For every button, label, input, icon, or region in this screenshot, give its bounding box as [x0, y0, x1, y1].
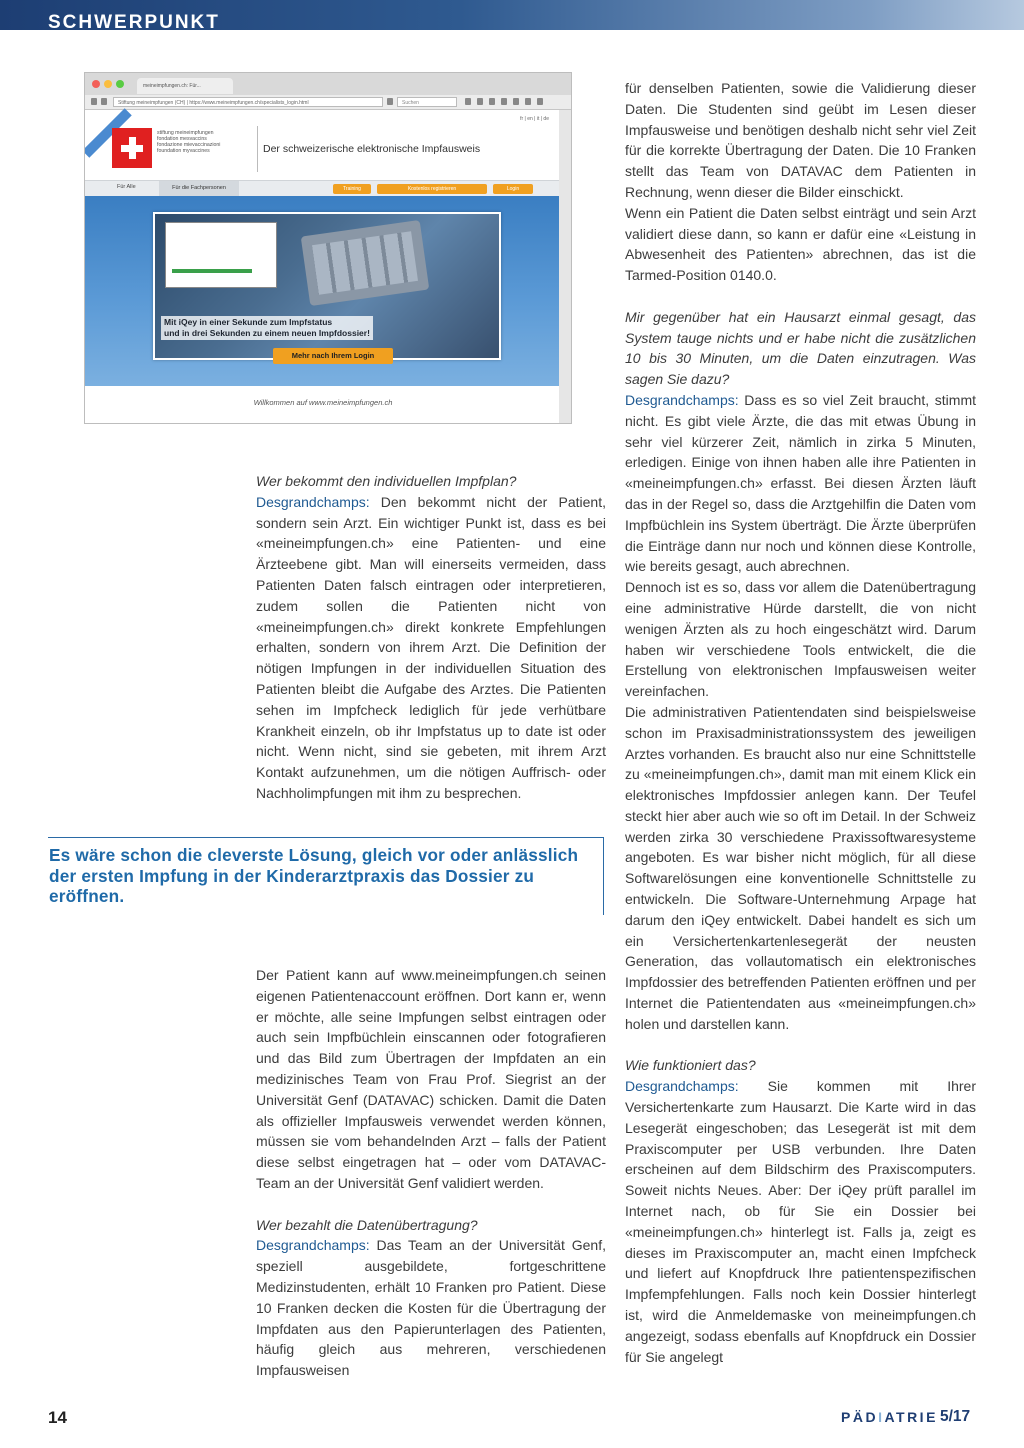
- browser-scrollbar: [559, 110, 571, 424]
- site-divider: [257, 126, 258, 172]
- magazine-name: PÄDIATRIE: [841, 1409, 938, 1425]
- hero-panel: [153, 212, 501, 360]
- site-header: [85, 110, 561, 186]
- training-button: Training: [333, 184, 371, 194]
- paragraph-gap: [256, 1194, 606, 1215]
- interview-answer: [256, 1235, 606, 1381]
- issue-number: 5/17: [940, 1408, 971, 1425]
- register-button: Kostenlos registrieren: [377, 184, 487, 194]
- browser-titlebar: [85, 73, 571, 95]
- share-icon: [513, 98, 519, 105]
- nav-for-all: Für Alle: [117, 184, 136, 190]
- gear-icon: [525, 98, 531, 105]
- url-field: Stiftung meineimpfungen (CH) | https://www.meineimpfungen.ch/specialists_login.html: [113, 97, 383, 107]
- section-title: SCHWERPUNKT: [48, 12, 220, 33]
- interview-answer: [256, 492, 606, 804]
- pullquote-text: Es wäre schon die cleverste Lösung, gleich vor oder anlässlich der ersten Impfung in der Kinderarztpraxis das Dossier zu eröffnen.: [49, 845, 579, 906]
- interview-question: Wie funktioniert das?: [625, 1057, 756, 1074]
- download-icon: [489, 98, 495, 105]
- interview-answer: [625, 1076, 976, 1367]
- paragraph-gap: [625, 286, 976, 307]
- speaker-label: Desgrandchamps:: [256, 1237, 370, 1254]
- hero-stage: [85, 196, 561, 386]
- minimize-dot-icon: [104, 80, 112, 88]
- browser-tab: meineimpfungen.ch: Für...: [137, 78, 233, 94]
- welcome-text: Willkommen auf www.meineimpfungen.ch: [253, 398, 393, 407]
- login-button: Login: [493, 184, 533, 194]
- site-title: Der schweizerische elektronische Impfausweis: [263, 143, 481, 155]
- body-paragraph: Wenn ein Patient die Daten selbst einträgt und sein Arzt validiert diese dann, so kann er dafür eine «Leistung in Abwesenheit des Patienten» abrechnen, das ist die Tarmed-Position 0140.0.: [625, 204, 976, 284]
- speaker-label: Desgrandchamps:: [256, 493, 370, 510]
- maximize-dot-icon: [116, 80, 124, 88]
- speaker-label: Desgrandchamps:: [625, 391, 739, 408]
- bookmark-icon: [477, 98, 483, 105]
- body-paragraph: Der Patient kann auf www.meineimpfungen.ch seinen eigenen Patientenaccount eröffnen. Dort kann er, wenn er möchte, alle seine Impfungen selbst eintragen oder auch sein Impfbüchlein einscannen oder fotografieren und das Bild zum Übertragen der Impfdaten an ein medizinisches Team von Frau Prof. Siegrist an der Universität Genf (DATAVAC) schicken. Damit die Daten als offizieller Impfausweis verwendet werden können, müssen sie vom behandelnden Arzt – falls der Patient diese selbst eingetragen hat – oder vom DATAVAC-Team an der Universität Genf validiert werden.: [256, 967, 606, 1191]
- answer-text: Sie kommen mit Ihrer Versichertenkarte zum Hausarzt. Die Karte wird in das Lesegerät eingeschoben; das Lesegerät ist mit dem Praxiscomputer per USB verbunden. Ihre Daten erscheinen auf dem Bildschirm des Praxiscomputers. Soweit nichts Neues. Aber: Der iQey prüft parallel im Internet nach, ob für Sie ein Dossier bei «meineimpfungen.ch» hinterlegt ist. Falls ja, zeigt es dieses im Praxiscomputer an, macht einen Impfcheck und liefert auf Knopfdruck Ihre patientenspezifischen Impfempfehlungen. Falls noch kein Dossier hinterlegt ist, wird die Anmeldemaske von meineimpfungen.ch angezeigt, sodass ebenfalls auf Knopfdruck ein Dossier für Sie angelegt: [625, 1078, 976, 1365]
- nav-for-professionals: Für die Fachpersonen: [159, 181, 239, 196]
- answer-text: Dass es so viel Zeit braucht, stimmt nicht. Es gibt viele Ärzte, die das mit etwas Übung in sehr viel kürzerer Zeit, nämlich in zirka 5 Minuten, erledigen. Einige von ihnen haben alle ihre Patienten in «meineimpfungen.ch» erfasst. Bei diesen Ärzten läuft das in der Regel so, dass die Arztgehilfin die Daten vom Impfbüchlein ins System überträgt. Die Ärzte überprüfen die Einträge dann nur noch und können diese Kontrolle, wie bereits gesagt, auch abrechnen.: [625, 391, 976, 575]
- body-paragraph: für denselben Patienten, sowie die Validierung dieser Daten. Die Studenten sind geübt im Lesen dieser Impfausweise und benötigen deshalb nicht sehr viel Zeit für die korrekte Übertragung der Daten. Die 10 Franken stellt das Team von DATAVAC dem Patienten in Rechnung, wenn dieser die Bilder einschickt.: [625, 80, 976, 200]
- answer-text: Den bekommt nicht der Patient, sondern sein Arzt. Ein wichtiger Punkt ist, dass es bei «meineimpfungen.ch» eine Patienten- und eine Ärzteebene gibt. Man will einerseits vermeiden, dass Patienten Daten falsch eintragen oder interpretieren, zudem sollen die Patienten nicht von «meineimpfungen.ch» direkt konkrete Empfehlungen erhalten, sondern von ihrem Arzt. Die Definition der nötigen Impfungen in der individuellen Situation des Patienten bleibt die Aufgabe des Arztes. Die Patienten sehen im Impfcheck lediglich für jede verhütbare Krankheit einzeln, ob ihr Impfstatus up to date ist oder nicht. Wenn nicht, sind sie gebeten, mit ihrem Arzt Kontakt aufzunehmen, um die nötigen Auffrisch- oder Nachholimpfungen mit ihm zu besprechen.: [256, 493, 606, 801]
- hero-caption: Mit iQey in einer Sekunde zum Impfstatus und in drei Sekunden zu einem neuen Impfdossier!: [161, 316, 373, 340]
- paragraph-gap: [625, 1035, 976, 1056]
- interview-answer: [625, 390, 976, 577]
- foundation-names: stiftung meineimpfungen fondation mesvaccins fondazione mievaccinazioni foundation myvaccines: [157, 130, 221, 154]
- left-column-block-2: [256, 965, 606, 1381]
- browser-search: Suchen: [397, 97, 457, 107]
- left-column-block-1: [256, 471, 606, 804]
- forward-arrow-icon: [101, 98, 107, 105]
- right-column: [625, 78, 976, 1367]
- language-links: fr | en | it | de: [520, 116, 549, 122]
- speaker-label: Desgrandchamps:: [625, 1078, 739, 1095]
- interview-question: Wer bezahlt die Datenübertragung?: [256, 1216, 478, 1233]
- interview-question: Wer bekommt den individuellen Impfplan?: [256, 473, 517, 489]
- body-paragraph: Dennoch ist es so, dass vor allem die Datenübertragung eine administrative Hürde darstellt, die von nicht wenigen Ärzten als zu hoch eingeschätzt wird. Darum haben wir verschiedene Tools entwickelt, die die Erstellung von elektronischen Impfausweisen weiter vereinfachen.: [625, 579, 976, 700]
- body-paragraph: Die administrativen Patientendaten sind beispielsweise schon im Praxisadministrationssystem des jeweiligen Arztes vorhanden. Es braucht also nur eine Schnittstelle zu «meineimpfungen.ch», damit man mit einem Klick ein elektronisches Impfdossier anlegen kann. Der Teufel steckt hier aber auch wie so oft im Detail. In der Schweiz werden zirka 30 verschiedene Praxissoftwaresysteme angeboten. Es war bisher nicht möglich, für all diese Softwarelösungen eine konventionelle Schnittstelle zu entwickeln. Die Software-Unternehmung Arpage hat darum den iQey entwickelt. Dabei handelt es sich um ein Versichertenkartenlesegerät der neusten Generation, das vollautomatisch ein elektronisches Impfdossier des betreffenden Patienten eröffnen und per Internet die Patientendaten aus «meineimpfungen.ch» holen und darstellen kann.: [625, 703, 976, 1032]
- star-icon: [465, 98, 471, 105]
- swiss-cross-icon: [112, 128, 152, 168]
- reload-icon: [387, 98, 393, 105]
- website-viewport: [85, 110, 561, 424]
- menu-icon: [537, 98, 543, 105]
- pullquote-box: [48, 837, 604, 915]
- monitor-screen: [165, 222, 277, 288]
- card-reader-device: [301, 220, 430, 306]
- interview-question: Mir gegenüber hat ein Hausarzt einmal gesagt, das System tauge nichts und er habe nicht die zusätzlichen 10 bis 30 Minuten, um die Daten einzutragen. Was sagen Sie dazu?: [625, 308, 976, 388]
- login-cta-button: Mehr nach Ihrem Login: [273, 348, 393, 364]
- browser-urlbar: [85, 95, 571, 110]
- close-dot-icon: [92, 80, 100, 88]
- back-arrow-icon: [91, 98, 97, 105]
- home-icon: [501, 98, 507, 105]
- browser-screenshot-figure: [84, 72, 572, 424]
- answer-text: Das Team an der Universität Genf, speziell ausgebildete, fortgeschrittene Medizinstudenten, erhält 10 Franken pro Patient. Diese 10 Franken decken die Kosten für die Übertragung der Impfdaten aus den Papierunterlagen des Patienten, häufig gleich aus mehreren, verschiedenen Impfausweisen: [256, 1237, 606, 1379]
- page-number: 14: [48, 1408, 67, 1427]
